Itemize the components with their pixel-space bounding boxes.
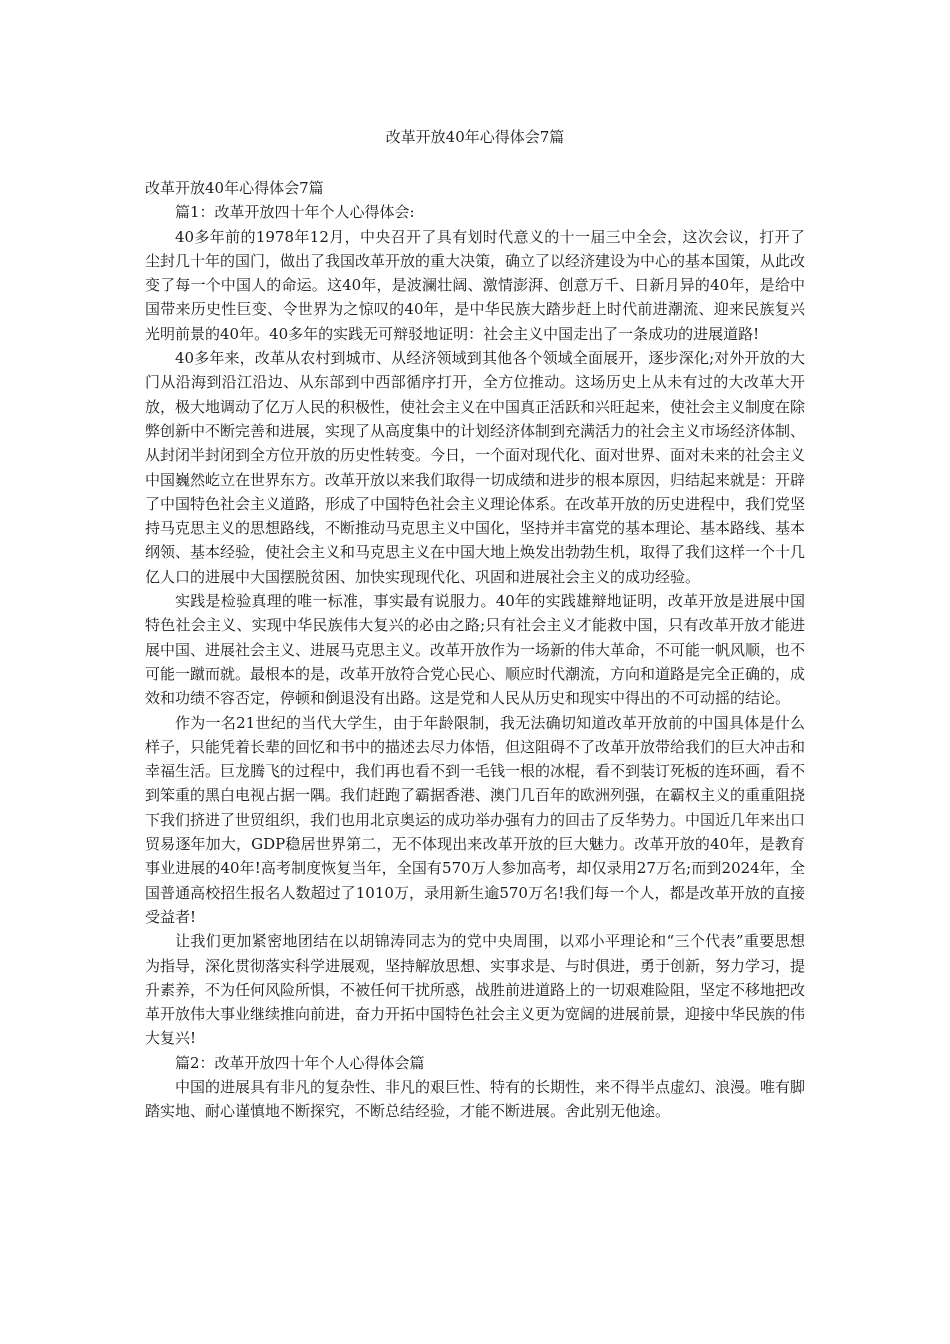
document-subtitle: 改革开放40年心得体会7篇 [145,179,324,197]
section-heading-2: 篇2：改革开放四十年个人心得体会篇 [175,1053,425,1072]
paragraph: 40多年来，改革从农村到城市、从经济领域到其他各个领域全面展开，逐步深化;对外开放的大门从沿海到沿江沿边、从东部到中西部循序打开，全方位推动。这场历史上从未有过的大改革大开放，极大地调动了亿万人民的积极性，使社会主义在中国真正活跃和兴旺起来，使社会主义制度在除弊创新中不断完善和进展，实现了从高度集中的计划经济体制到充满活力的社会主义市场经济体制、从封闭半封闭到全方位开放的历史性转变。今日，一个面对现代化、面对世界、面对未来的社会主义中国巍然屹立在世界东方。改革开放以来我们取得一切成绩和进步的根本原因，归结起来就是：开辟了中国特色社会主义道路，形成了中国特色社会主义理论体系。在改革开放的历史进程中，我们党坚持马克思主义的思想路线，不断推动马克思主义中国化，坚持并丰富党的基本理论、基本路线、基本纲领、基本经验，使社会主义和马克思主义在中国大地上焕发出勃勃生机，取得了我们这样一个十几亿人口的进展中大国摆脱贫困、加快实现现代化、巩固和进展社会主义的成功经验。 [145,349,806,586]
paragraph: 40多年前的1978年12月，中央召开了具有划时代意义的十一届三中全会，这次会议，打开了尘封几十年的国门，做出了我国改革开放的重大决策，确立了以经济建设为中心的基本国策，从此改变了每一个中国人的命运。这40年，是波澜壮阔、激情澎湃、创意万千、日新月异的40年，是给中国带来历史性巨变、令世界为之惊叹的40年，是中华民族大踏步赶上时代前进潮流、迎来民族复兴光明前景的40年。40多年的实践无可辩驳地证明：社会主义中国走出了一条成功的进展道路! [145,227,806,343]
document-body [145,176,805,1124]
paragraph: 让我们更加紧密地团结在以胡锦涛同志为的党中央周围，以邓小平理论和“三个代表”重要思想为指导，深化贯彻落实科学进展观，坚持解放思想、实事求是、与时俱进，勇于创新，努力学习，提升素养，不为任何风险所惧，不被任何干扰所惑，战胜前进道路上的一切艰难险阻，坚定不移地把改革开放伟大事业继续推向前进，奋力开拓中国特色社会主义更为宽阔的进展前景，迎接中华民族的伟大复兴! [145,932,806,1048]
paragraph: 实践是检验真理的唯一标准，事实最有说服力。40年的实践雄辩地证明，改革开放是进展中国特色社会主义、实现中华民族伟大复兴的必由之路;只有社会主义才能救中国，只有改革开放才能进展中国、进展社会主义、进展马克思主义。改革开放作为一场新的伟大革命，不可能一帆风顺，也不可能一蹴而就。最根本的是，改革开放符合党心民心、顺应时代潮流，方向和道路是完全正确的，成效和功绩不容否定，停顿和倒退没有出路。这是党和人民从历史和现实中得出的不可动摇的结论。 [145,592,806,708]
page-title: 改革开放40年心得体会7篇 [385,128,565,146]
paragraph: 作为一名21世纪的当代大学生，由于年龄限制，我无法确切知道改革开放前的中国具体是什么样子，只能凭着长辈的回忆和书中的描述去尽力体悟，但这阻碍不了改革开放带给我们的巨大冲击和幸福生活。巨龙腾飞的过程中，我们再也看不到一毛钱一根的冰棍，看不到装订死板的连环画，看不到笨重的黑白电视占据一隅。我们赶跑了霸据香港、澳门几百年的欧洲列强，在霸权主义的重重阻挠下我们挤进了世贸组织，我们也用北京奥运的成功举办强有力的回击了反华势力。中国近几年来出口贸易逐年加大，GDP稳居世界第二，无不体现出来改革开放的巨大魅力。改革开放的40年，是教育事业进展的40年!高考制度恢复当年，全国有570万人参加高考，却仅录用27万名;而到2024年，全国普通高校招生报名人数超过了1010万，录用新生逾570万名!我们每一个人，都是改革开放的直接受益者! [145,713,806,926]
section-heading-1: 篇1：改革开放四十年个人心得体会: [175,203,415,222]
paragraph: 中国的进展具有非凡的复杂性、非凡的艰巨性、特有的长期性，来不得半点虚幻、浪漫。唯有脚踏实地、耐心谨慎地不断探究，不断总结经验，才能不断进展。舍此别无他途。 [145,1077,806,1121]
